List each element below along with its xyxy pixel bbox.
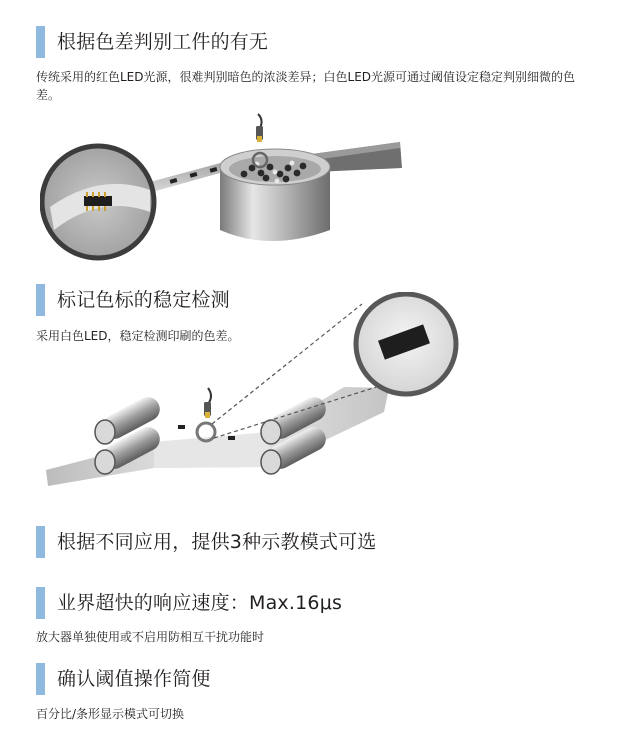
section-description: 放大器单独使用或不启用防相互干扰功能时 [36, 630, 265, 644]
section-description: 传统采用的红色LED光源，很难判别暗色的浓淡差异；白色LED光源可通过阈值设定稳定判别细微的色差。 [36, 70, 576, 102]
accent-bar [36, 526, 45, 558]
sensor-icon [204, 388, 211, 418]
section-description: 采用白色LED，稳定检测印刷的色差。 [36, 329, 240, 343]
bowl-feeder-illustration [40, 112, 420, 262]
section-heading-5 [36, 663, 211, 695]
section-title: 标记色标的稳定检测 [57, 289, 230, 311]
magnifier-circle-icon [356, 294, 456, 394]
section-heading-3 [36, 526, 377, 558]
color-mark-web-illustration [44, 292, 464, 502]
magnifier-circle-icon [42, 146, 154, 258]
section-description: 百分比/条形显示模式可切换 [36, 707, 185, 721]
sensor-icon [256, 114, 263, 142]
section-title: 确认阈值操作简便 [57, 668, 211, 690]
section-heading-1 [36, 26, 268, 58]
accent-bar [36, 587, 45, 619]
section-heading-4 [36, 587, 342, 619]
accent-bar [36, 26, 45, 58]
accent-bar [36, 663, 45, 695]
section-title: 根据色差判别工件的有无 [57, 31, 269, 53]
section-title: 业界超快的响应速度：Max.16μs [57, 592, 343, 614]
section-title: 根据不同应用，提供3种示教模式可选 [57, 531, 377, 553]
